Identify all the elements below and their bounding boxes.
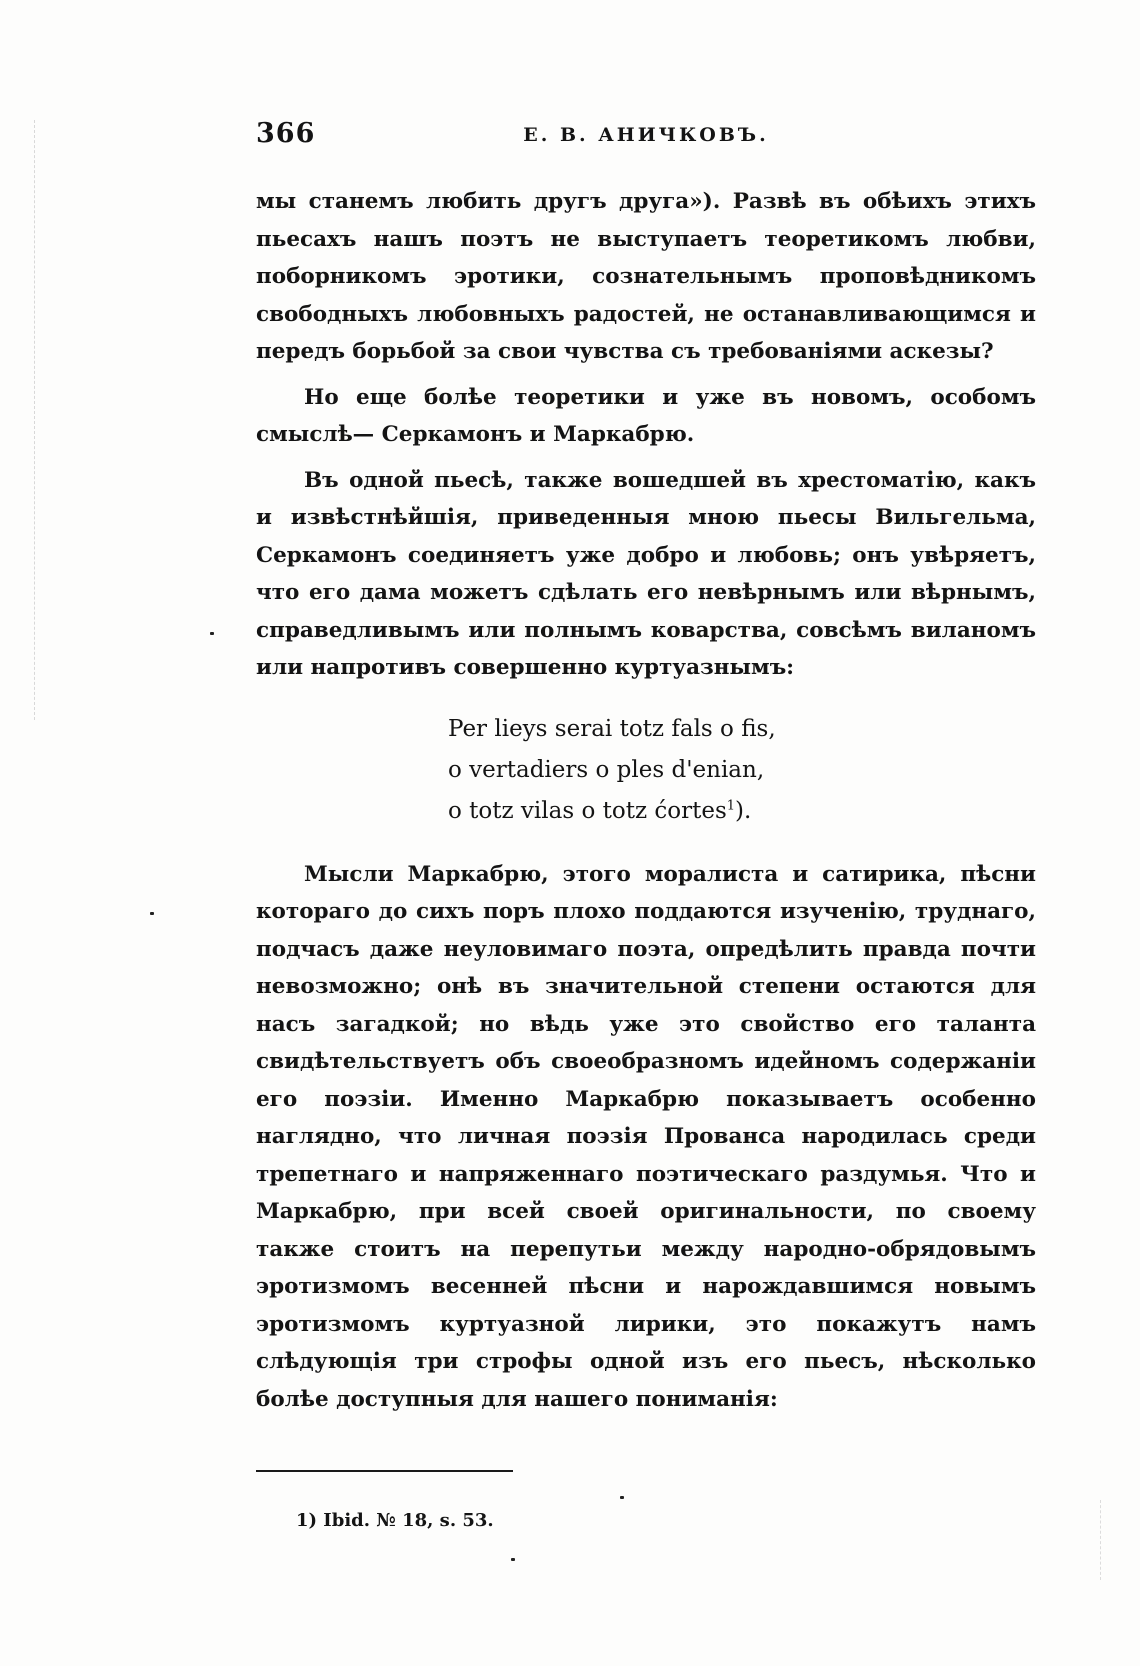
- scan-speck: [620, 1496, 624, 1499]
- running-head: Е. В. АНИЧКОВЪ.: [523, 124, 769, 146]
- page-header: [256, 118, 1036, 158]
- paragraph-2: Но еще болѣе теоретики и уже въ новомъ, особомъ смыслѣ— Серкамонъ и Маркабрю.: [256, 384, 1036, 447]
- verse-line-3-tail: ).: [735, 797, 752, 824]
- scan-artifact-right: [1100, 1500, 1101, 1580]
- scan-speck: [150, 912, 154, 915]
- footnote-divider: [256, 1470, 513, 1472]
- footnote: 1) Ibid. № 18, s. 53.: [296, 1510, 494, 1531]
- scan-artifact-left: [34, 120, 35, 720]
- verse-line-3: [448, 791, 1036, 832]
- paragraph-1: мы станемъ любить другъ друга»). Развѣ въ обѣихъ этихъ пьесахъ нашъ поэтъ не выступаетъ теоретикомъ любви, поборникомъ эротики, сознательнымъ проповѣдникомъ свободныхъ любовныхъ радостей, не останавливающимся и передъ борьбой за свои чувства съ требованіями аскезы?: [256, 189, 1036, 364]
- verse-line-2: o vertadiers o ples d'enian,: [448, 756, 765, 783]
- verse-line-3-text: o totz vilas o totz ćortes: [448, 797, 727, 824]
- verse-line-1: Per lieys serai totz fals o fis,: [448, 715, 776, 742]
- scan-speck: [210, 632, 214, 635]
- verse-quotation: [448, 709, 1036, 832]
- body-text: [256, 183, 1036, 1418]
- page-number: 366: [256, 118, 316, 149]
- scan-speck: [511, 1558, 515, 1561]
- paragraph-4: Мысли Маркабрю, этого моралиста и сатирика, пѣсни котораго до сихъ поръ плохо поддаются изученію, труднаго, подчасъ даже неуловимаго поэта, опредѣлить правда почти невозможно; онѣ въ значительной степени остаются для насъ загадкой; но вѣдь уже это свойство его таланта свидѣтельствуетъ объ своеобразномъ идейномъ содержаніи его поэзіи. Именно Маркабрю показываетъ особенно наглядно, что личная поэзія Прованса народилась среди трепетнаго и напряженнаго поэтическаго раздумья. Что и Маркабрю, при всей своей оригинальности, по своему также стоитъ на перепутьи между народно-обрядовымъ эротизмомъ весенней пѣсни и нарождавшимся новымъ эротизмомъ куртуазной лирики, это покажутъ намъ слѣдующія три строфы одной изъ его пьесъ, нѣсколько болѣе доступныя для нашего пониманія:: [256, 861, 1036, 1412]
- paragraph-3: Въ одной пьесѣ, также вошедшей въ хрестоматію, какъ и извѣстнѣйшія, приведенныя мною пьесы Вильгельма, Серкамонъ соединяетъ уже добро и любовь; онъ увѣряетъ, что его дама можетъ сдѣлать его невѣрнымъ или вѣрнымъ, справедливымъ или полнымъ коварства, совсѣмъ виланомъ или напротивъ совершенно куртуазнымъ:: [256, 467, 1036, 680]
- footnote-reference: 1: [726, 797, 736, 813]
